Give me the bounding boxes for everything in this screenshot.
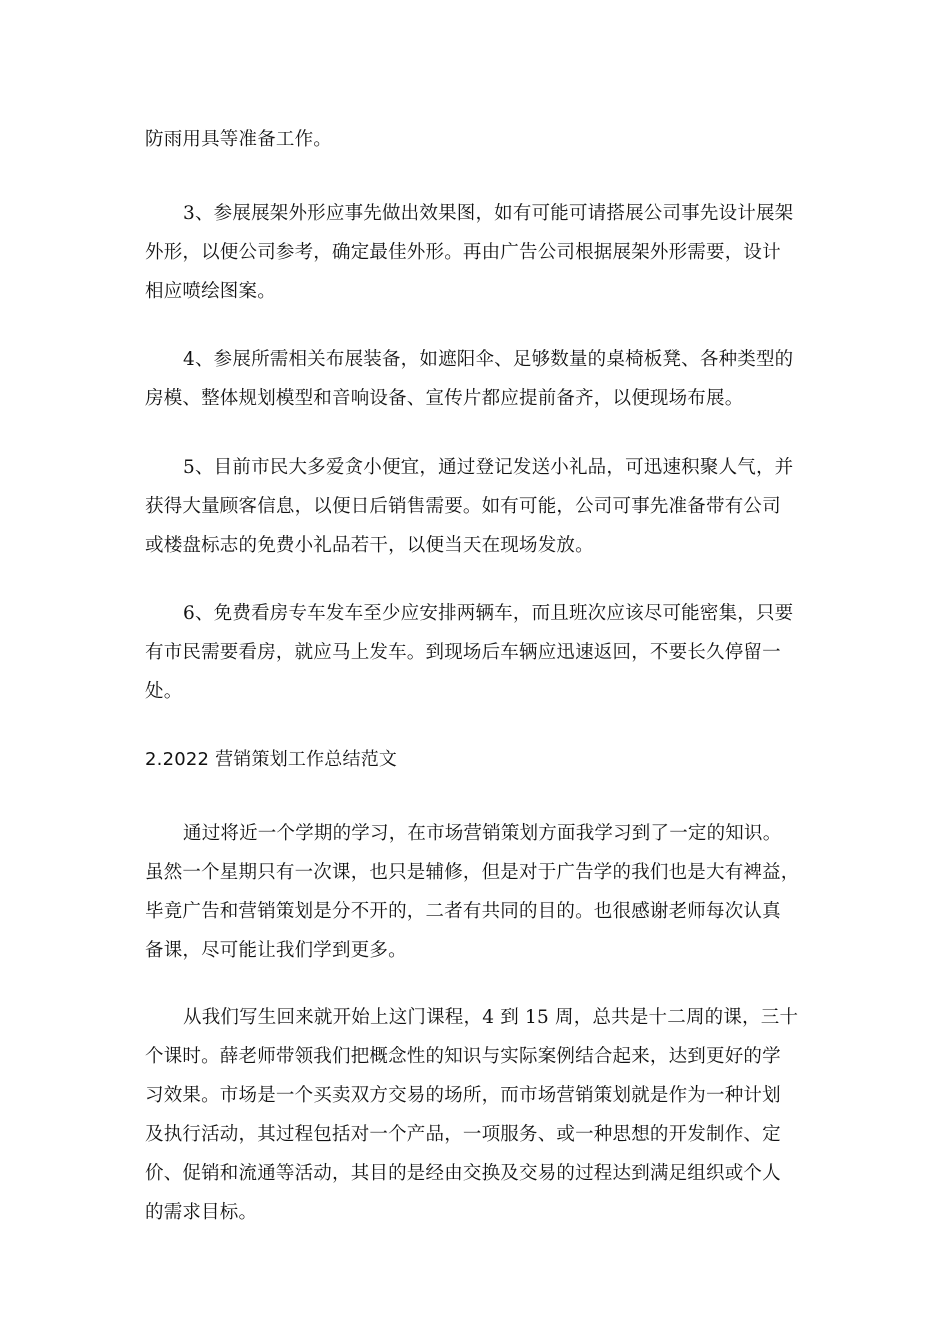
text-line: 处。 <box>145 681 183 702</box>
text-line: 及执行活动，其过程包括对一个产品，一项服务、或一种思想的开发制作、定 <box>145 1124 781 1145</box>
paragraph-item-3 <box>145 194 815 311</box>
text-line: 备课，尽可能让我们学到更多。 <box>145 940 407 961</box>
paragraph-item-6 <box>145 594 815 711</box>
text-line: 通过将近一个学期的学习，在市场营销策划方面我学习到了一定的知识。 <box>183 823 782 844</box>
paragraph-course-details <box>145 998 815 1232</box>
text-line: 的需求目标。 <box>145 1202 258 1223</box>
text-line: 或楼盘标志的免费小礼品若干，以便当天在现场发放。 <box>145 535 594 556</box>
paragraph-rain-gear <box>145 120 815 159</box>
text-line: 习效果。市场是一个买卖双方交易的场所，而市场营销策划就是作为一种计划 <box>145 1085 781 1106</box>
text-line: 从我们写生回来就开始上这门课程，4 到 15 周，总共是十二周的课，三十 <box>183 1007 799 1028</box>
text-line: 4、参展所需相关布展装备，如遮阳伞、足够数量的桌椅板凳、各种类型的 <box>183 349 794 370</box>
text-line: 防雨用具等准备工作。 <box>145 129 333 150</box>
section-heading <box>145 740 815 779</box>
text-line: 房模、整体规划模型和音响设备、宣传片都应提前备齐，以便现场布展。 <box>145 388 744 409</box>
text-line: 5、目前市民大多爱贪小便宜，通过登记发送小礼品，可迅速积聚人气，并 <box>183 457 794 478</box>
text-line: 价、促销和流通等活动，其目的是经由交换及交易的过程达到满足组织或个人 <box>145 1163 781 1184</box>
text-line: 个课时。薛老师带领我们把概念性的知识与实际案例结合起来，达到更好的学 <box>145 1046 781 1067</box>
section-heading-text: 2.2022 营销策划工作总结范文 <box>145 749 398 770</box>
text-line: 虽然一个星期只有一次课，也只是辅修，但是对于广告学的我们也是大有裨益， <box>145 862 800 883</box>
paragraph-item-4 <box>145 340 815 418</box>
text-line: 外形，以便公司参考，确定最佳外形。再由广告公司根据展架外形需要，设计 <box>145 242 781 263</box>
text-line: 6、免费看房专车发车至少应安排两辆车，而且班次应该尽可能密集，只要 <box>183 603 794 624</box>
text-line: 3、参展展架外形应事先做出效果图，如有可能可请搭展公司事先设计展架 <box>183 203 794 224</box>
text-line: 有市民需要看房，就应马上发车。到现场后车辆应迅速返回，不要长久停留一 <box>145 642 781 663</box>
text-line: 毕竟广告和营销策划是分不开的，二者有共同的目的。也很感谢老师每次认真 <box>145 901 781 922</box>
text-line: 相应喷绘图案。 <box>145 281 276 302</box>
text-line: 获得大量顾客信息，以便日后销售需要。如有可能，公司可事先准备带有公司 <box>145 496 781 517</box>
paragraph-item-5 <box>145 448 815 565</box>
paragraph-summary-intro <box>145 814 815 970</box>
